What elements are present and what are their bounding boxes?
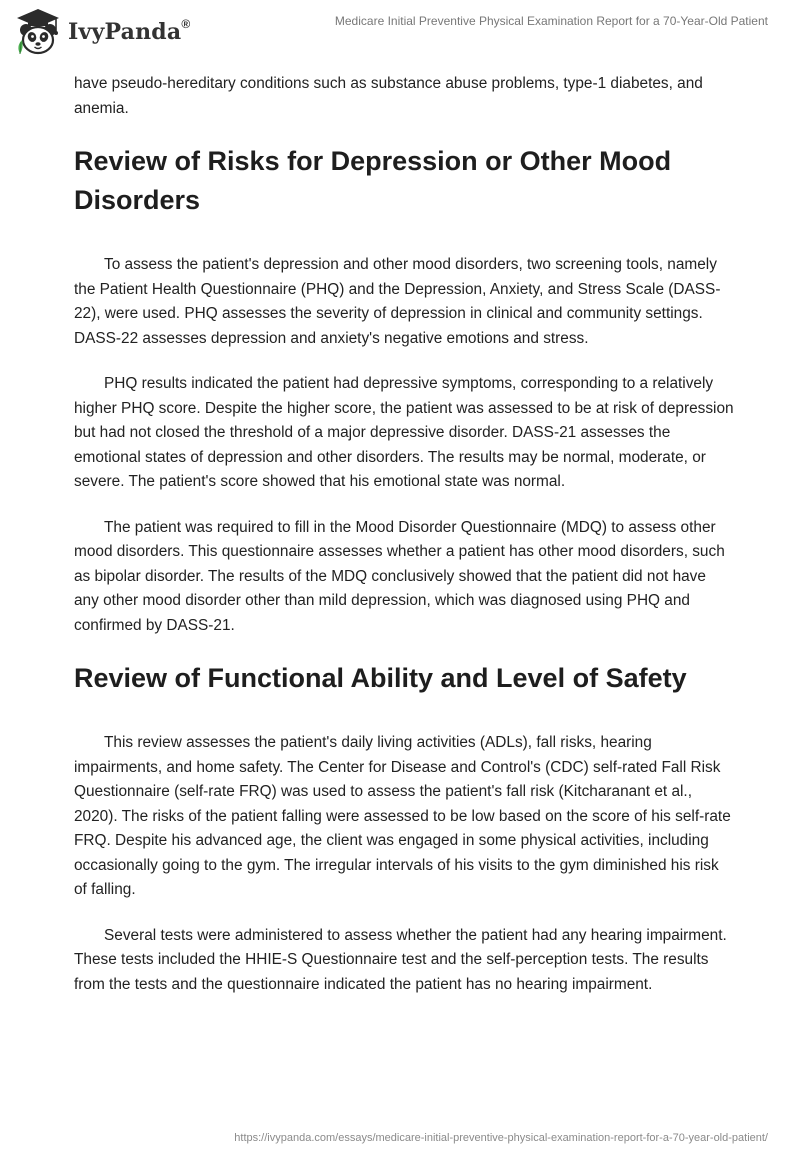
page-header [0,0,800,60]
paragraph: The patient was required to fill in the Mood Disorder Questionnaire (MDQ) to assess other mood disorders. This questionnaire assesses whether a patient has other mood disorders, such as bipolar disorder. The results of the MDQ conclusively showed that the patient did not have any other mood disorder other than mild depression, which was diagnosed using PHQ and confirmed by DASS-21. [74,518,725,634]
panda-graduate-icon [12,6,64,58]
intro-paragraph: have pseudo-hereditary conditions such as substance abuse problems, type-1 diabetes, and anemia. [74,75,703,117]
section-heading-functional-ability: Review of Functional Ability and Level of Safety [74,663,687,693]
paragraph: Several tests were administered to assess whether the patient had any hearing impairment. These tests included the HHIE-S Questionnaire test and the self-perception tests. The results from the tests and the questionnaire indicated the patient has no hearing impairment. [74,926,727,993]
essay-content [74,72,734,1018]
source-url[interactable]: https://ivypanda.com/essays/medicare-initial-preventive-physical-examination-report-for-a-70-year-old-patient/ [234,1132,768,1144]
brand-name: IvyPanda® [68,17,191,45]
paragraph: This review assesses the patient's daily living activities (ADLs), fall risks, hearing impairments, and home safety. The Center for Disease and Control's (CDC) self-rated Fall Risk Questionnaire (self-rate FRQ) was used to assess the patient's fall risk (Kitcharanant et al., 2020). The risks of the patient falling were assessed to be low based on the score of his self-rate FRQ. Despite his advanced age, the client was engaged in some physical activities, including occasionally going to the gym. The irregular intervals of his visits to the gym diminished his risk of falling. [74,734,731,898]
ivypanda-logo[interactable] [12,6,190,58]
section-heading-mood-disorders: Review of Risks for Depression or Other Mood Disorders [74,146,672,215]
document-title: Medicare Initial Preventive Physical Examination Report for a 70-Year-Old Patient [334,14,768,28]
paragraph: To assess the patient's depression and other mood disorders, two screening tools, namely the Patient Health Questionnaire (PHQ) and the Depression, Anxiety, and Stress Scale (DASS-22), were used. PHQ assesses the severity of depression in clinical and community settings. DASS-22 assesses depression and anxiety's negative emotions and stress. [74,256,721,347]
paragraph: PHQ results indicated the patient had depressive symptoms, corresponding to a relatively higher PHQ score. Despite the higher score, the patient was assessed to be at risk of depression but had not closed the threshold of a major depressive disorder. DASS-21 assesses the emotional states of depression and other disorders. The results may be normal, moderate, or severe. The patient's score showed that his emotional state was normal. [74,375,734,490]
